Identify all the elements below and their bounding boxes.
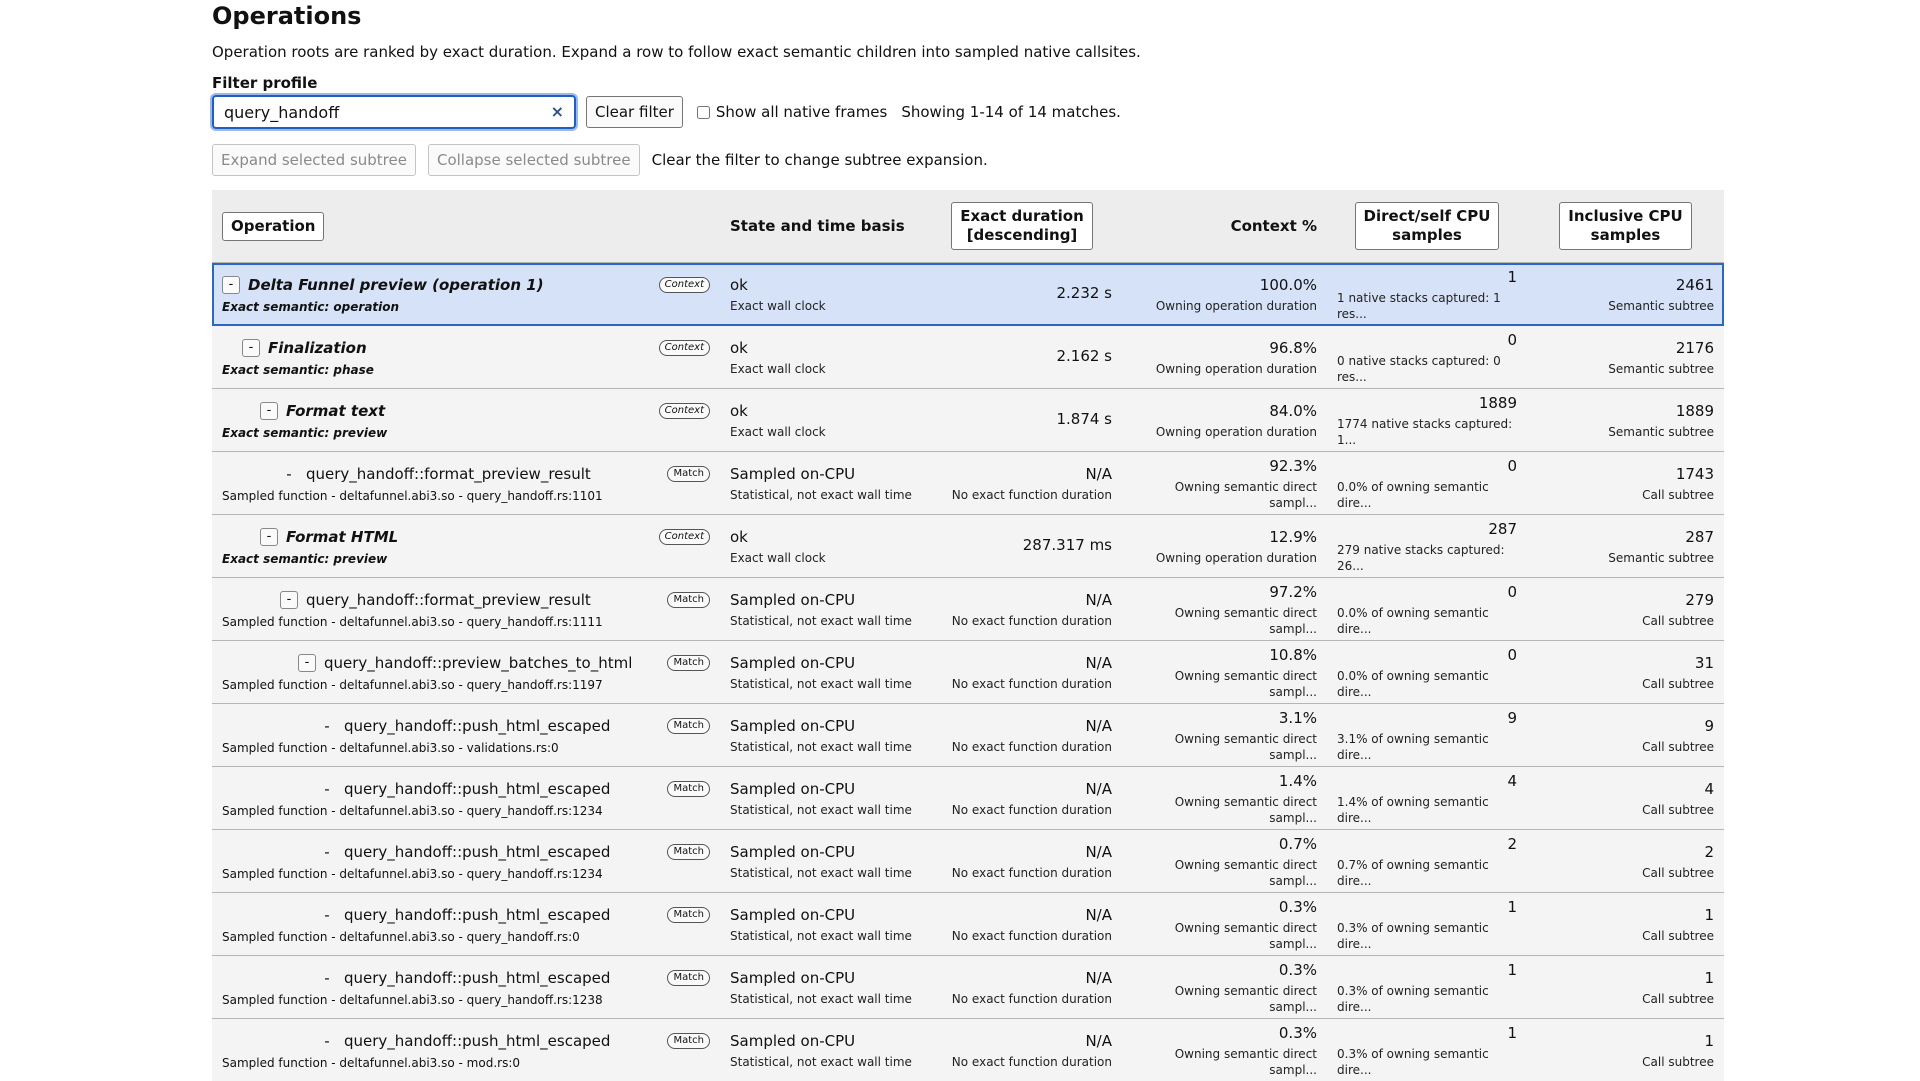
time-basis: Exact wall clock <box>730 550 912 566</box>
header-state: State and time basis <box>720 190 922 263</box>
state-value: ok <box>730 401 912 421</box>
inclusive-cell <box>1527 704 1724 767</box>
context-cell <box>1122 1019 1327 1081</box>
duration-note: No exact function duration <box>932 487 1112 503</box>
direct-note: 0 native stacks captured: 0 res... <box>1337 353 1517 385</box>
direct-cell <box>1327 704 1527 767</box>
inclusive-value: 1889 <box>1537 401 1714 421</box>
state-cell <box>720 893 922 956</box>
context-cell <box>1122 389 1327 452</box>
table-row[interactable] <box>212 1019 1724 1081</box>
time-basis: Statistical, not exact wall time <box>730 487 912 503</box>
state-value: Sampled on-CPU <box>730 779 912 799</box>
duration-note: No exact function duration <box>932 865 1112 881</box>
leaf-marker: - <box>318 780 336 798</box>
duration-value: N/A <box>932 1031 1112 1051</box>
inclusive-value: 31 <box>1537 653 1714 673</box>
time-basis: Statistical, not exact wall time <box>730 802 912 818</box>
operation-cell <box>212 830 720 893</box>
table-row[interactable] <box>212 578 1724 641</box>
context-value: 0.3% <box>1132 960 1317 980</box>
duration-value: N/A <box>932 653 1112 673</box>
state-cell <box>720 389 922 452</box>
state-value: Sampled on-CPU <box>730 590 912 610</box>
context-note: Owning operation duration <box>1132 550 1317 566</box>
context-value: 96.8% <box>1132 338 1317 358</box>
duration-value: N/A <box>932 905 1112 925</box>
inclusive-cell <box>1527 641 1724 704</box>
duration-note: No exact function duration <box>932 991 1112 1007</box>
inclusive-note: Call subtree <box>1537 739 1714 755</box>
operation-cell <box>212 515 720 578</box>
inclusive-note: Semantic subtree <box>1537 424 1714 440</box>
direct-note: 3.1% of owning semantic dire... <box>1337 731 1517 763</box>
state-cell <box>720 767 922 830</box>
duration-note: No exact function duration <box>932 928 1112 944</box>
filter-label: Filter profile <box>212 73 1724 93</box>
operation-name: Format text <box>286 402 659 420</box>
duration-cell <box>922 830 1122 893</box>
clear-filter-button[interactable]: Clear filter <box>586 96 683 128</box>
inclusive-cell <box>1527 326 1724 389</box>
state-value: Sampled on-CPU <box>730 716 912 736</box>
leaf-marker: - <box>318 906 336 924</box>
operation-name: Format HTML <box>286 528 659 546</box>
direct-value: 4 <box>1337 771 1517 791</box>
duration-note: No exact function duration <box>932 676 1112 692</box>
operation-subtitle: Sampled function - deltafunnel.abi3.so - validations.rs:0 <box>222 740 710 756</box>
header-inclusive[interactable]: Inclusive CPU samples <box>1527 190 1724 263</box>
state-value: ok <box>730 338 912 358</box>
state-value: Sampled on-CPU <box>730 464 912 484</box>
row-badge: Context <box>659 403 710 419</box>
operation-cell <box>212 263 720 326</box>
inclusive-value: 2176 <box>1537 338 1714 358</box>
duration-cell <box>922 641 1122 704</box>
time-basis: Statistical, not exact wall time <box>730 991 912 1007</box>
match-status: Showing 1-14 of 14 matches. <box>901 103 1121 121</box>
direct-cell <box>1327 326 1527 389</box>
inclusive-value: 2461 <box>1537 275 1714 295</box>
state-cell <box>720 326 922 389</box>
filter-input[interactable] <box>222 102 546 123</box>
header-direct[interactable]: Direct/self CPU samples <box>1327 190 1527 263</box>
row-badge: Match <box>667 844 710 860</box>
context-value: 97.2% <box>1132 582 1317 602</box>
header-context: Context % <box>1122 190 1327 263</box>
direct-value: 0 <box>1337 330 1517 350</box>
operation-name: query_handoff::push_html_escaped <box>344 843 667 861</box>
context-value: 1.4% <box>1132 771 1317 791</box>
operation-subtitle: Sampled function - deltafunnel.abi3.so - query_handoff.rs:0 <box>222 929 710 945</box>
page-title: Operations <box>212 0 1724 30</box>
direct-cell <box>1327 1019 1527 1081</box>
show-native-frames-checkbox[interactable] <box>697 106 710 119</box>
state-value: Sampled on-CPU <box>730 1031 912 1051</box>
inclusive-note: Call subtree <box>1537 865 1714 881</box>
duration-cell <box>922 704 1122 767</box>
operation-name: query_handoff::push_html_escaped <box>344 906 667 924</box>
table-row[interactable] <box>212 767 1724 830</box>
state-cell <box>720 263 922 326</box>
state-value: ok <box>730 527 912 547</box>
clear-input-icon[interactable]: × <box>551 102 564 121</box>
row-badge: Match <box>667 655 710 671</box>
context-note: Owning semantic direct sampl... <box>1132 983 1317 1015</box>
state-cell <box>720 452 922 515</box>
direct-note: 0.7% of owning semantic dire... <box>1337 857 1517 889</box>
table-row[interactable] <box>212 830 1724 893</box>
context-note: Owning semantic direct sampl... <box>1132 668 1317 700</box>
inclusive-note: Call subtree <box>1537 487 1714 503</box>
table-row[interactable] <box>212 326 1724 389</box>
duration-cell <box>922 578 1122 641</box>
duration-cell <box>922 893 1122 956</box>
direct-note: 1.4% of owning semantic dire... <box>1337 794 1517 826</box>
inclusive-value: 2 <box>1537 842 1714 862</box>
inclusive-value: 1743 <box>1537 464 1714 484</box>
context-note: Owning semantic direct sampl... <box>1132 920 1317 952</box>
inclusive-cell <box>1527 263 1724 326</box>
expand-toggle-button[interactable]: - <box>260 528 278 546</box>
state-cell <box>720 956 922 1019</box>
duration-value: 1.874 s <box>932 409 1112 429</box>
context-cell <box>1122 515 1327 578</box>
row-badge: Match <box>667 718 710 734</box>
context-note: Owning operation duration <box>1132 361 1317 377</box>
duration-note: No exact function duration <box>932 613 1112 629</box>
operation-subtitle: Exact semantic: phase <box>222 362 710 378</box>
duration-cell <box>922 956 1122 1019</box>
operation-subtitle: Sampled function - deltafunnel.abi3.so - query_handoff.rs:1234 <box>222 866 710 882</box>
direct-cell <box>1327 578 1527 641</box>
time-basis: Statistical, not exact wall time <box>730 865 912 881</box>
direct-value: 1 <box>1337 1023 1517 1043</box>
state-cell <box>720 641 922 704</box>
header-duration[interactable]: Exact duration [descending] <box>922 190 1122 263</box>
operation-cell <box>212 641 720 704</box>
context-note: Owning semantic direct sampl... <box>1132 731 1317 763</box>
page-description: Operation roots are ranked by exact duration. Expand a row to follow exact semantic children into sampled native callsites. <box>212 42 1724 62</box>
table-row[interactable] <box>212 515 1724 578</box>
context-note: Owning operation duration <box>1132 298 1317 314</box>
inclusive-note: Semantic subtree <box>1537 361 1714 377</box>
context-note: Owning operation duration <box>1132 424 1317 440</box>
direct-value: 2 <box>1337 834 1517 854</box>
direct-cell <box>1327 641 1527 704</box>
direct-cell <box>1327 263 1527 326</box>
state-cell <box>720 704 922 767</box>
time-basis: Statistical, not exact wall time <box>730 613 912 629</box>
direct-value: 1 <box>1337 267 1517 287</box>
direct-cell <box>1327 515 1527 578</box>
context-note: Owning semantic direct sampl... <box>1132 479 1317 511</box>
duration-cell <box>922 767 1122 830</box>
time-basis: Statistical, not exact wall time <box>730 1054 912 1070</box>
duration-value: 287.317 ms <box>932 535 1112 555</box>
direct-value: 0 <box>1337 645 1517 665</box>
row-badge: Match <box>667 466 710 482</box>
duration-value: 2.162 s <box>932 346 1112 366</box>
inclusive-value: 1 <box>1537 968 1714 988</box>
time-basis: Exact wall clock <box>730 298 912 314</box>
duration-cell <box>922 326 1122 389</box>
duration-value: N/A <box>932 842 1112 862</box>
operation-cell <box>212 893 720 956</box>
table-row[interactable] <box>212 452 1724 515</box>
inclusive-note: Call subtree <box>1537 613 1714 629</box>
context-cell <box>1122 263 1327 326</box>
duration-value: N/A <box>932 464 1112 484</box>
state-cell <box>720 1019 922 1081</box>
context-value: 0.3% <box>1132 897 1317 917</box>
operation-name: query_handoff::push_html_escaped <box>344 969 667 987</box>
operation-cell <box>212 767 720 830</box>
context-value: 84.0% <box>1132 401 1317 421</box>
row-badge: Context <box>659 277 710 293</box>
filter-input-box[interactable] <box>212 95 576 129</box>
table-row[interactable] <box>212 641 1724 704</box>
direct-note: 0.0% of owning semantic dire... <box>1337 668 1517 700</box>
operation-name: query_handoff::format_preview_result <box>306 465 667 483</box>
state-cell <box>720 578 922 641</box>
operation-cell <box>212 389 720 452</box>
table-row[interactable] <box>212 389 1724 452</box>
context-note: Owning semantic direct sampl... <box>1132 857 1317 889</box>
subtree-note: Clear the filter to change subtree expansion. <box>652 151 988 169</box>
duration-cell <box>922 452 1122 515</box>
inclusive-value: 4 <box>1537 779 1714 799</box>
operation-subtitle: Exact semantic: preview <box>222 425 710 441</box>
context-cell <box>1122 578 1327 641</box>
inclusive-value: 9 <box>1537 716 1714 736</box>
row-badge: Context <box>659 340 710 356</box>
context-value: 92.3% <box>1132 456 1317 476</box>
state-value: Sampled on-CPU <box>730 653 912 673</box>
show-native-frames-label[interactable]: Show all native frames <box>716 103 887 121</box>
duration-cell <box>922 389 1122 452</box>
operation-cell <box>212 704 720 767</box>
context-value: 12.9% <box>1132 527 1317 547</box>
operations-panel <box>212 0 1724 1081</box>
expand-toggle-button[interactable]: - <box>298 654 316 672</box>
operation-name: Delta Funnel preview (operation 1) <box>248 276 659 294</box>
inclusive-cell <box>1527 452 1724 515</box>
operation-subtitle: Sampled function - deltafunnel.abi3.so - query_handoff.rs:1197 <box>222 677 710 693</box>
inclusive-note: Semantic subtree <box>1537 550 1714 566</box>
duration-note: No exact function duration <box>932 739 1112 755</box>
expand-toggle-button[interactable]: - <box>280 591 298 609</box>
duration-cell <box>922 1019 1122 1081</box>
operation-name: query_handoff::format_preview_result <box>306 591 667 609</box>
duration-cell <box>922 515 1122 578</box>
context-cell <box>1122 830 1327 893</box>
direct-note: 0.0% of owning semantic dire... <box>1337 605 1517 637</box>
time-basis: Exact wall clock <box>730 424 912 440</box>
inclusive-cell <box>1527 515 1724 578</box>
direct-cell <box>1327 767 1527 830</box>
direct-cell <box>1327 389 1527 452</box>
direct-value: 287 <box>1337 519 1517 539</box>
direct-note: 0.0% of owning semantic dire... <box>1337 479 1517 511</box>
state-value: Sampled on-CPU <box>730 842 912 862</box>
expand-toggle-button[interactable]: - <box>260 402 278 420</box>
operation-cell <box>212 956 720 1019</box>
inclusive-cell <box>1527 389 1724 452</box>
table-row[interactable] <box>212 893 1724 956</box>
time-basis: Statistical, not exact wall time <box>730 676 912 692</box>
operation-subtitle: Exact semantic: preview <box>222 551 710 567</box>
direct-note: 0.3% of owning semantic dire... <box>1337 983 1517 1015</box>
context-cell <box>1122 452 1327 515</box>
filter-row <box>212 94 1724 130</box>
context-cell <box>1122 893 1327 956</box>
inclusive-cell <box>1527 893 1724 956</box>
context-cell <box>1122 326 1327 389</box>
context-value: 3.1% <box>1132 708 1317 728</box>
table-row[interactable] <box>212 956 1724 1019</box>
direct-note: 1 native stacks captured: 1 res... <box>1337 290 1517 322</box>
inclusive-value: 287 <box>1537 527 1714 547</box>
operation-cell <box>212 452 720 515</box>
context-cell <box>1122 704 1327 767</box>
direct-cell <box>1327 893 1527 956</box>
inclusive-cell <box>1527 1019 1724 1081</box>
inclusive-note: Call subtree <box>1537 1054 1714 1070</box>
direct-note: 0.3% of owning semantic dire... <box>1337 920 1517 952</box>
inclusive-value: 279 <box>1537 590 1714 610</box>
header-operation[interactable]: Operation <box>212 190 720 263</box>
duration-value: N/A <box>932 779 1112 799</box>
operation-name: query_handoff::push_html_escaped <box>344 717 667 735</box>
expand-toggle-button[interactable]: - <box>242 339 260 357</box>
inclusive-note: Semantic subtree <box>1537 298 1714 314</box>
inclusive-cell <box>1527 578 1724 641</box>
duration-value: N/A <box>932 968 1112 988</box>
operation-cell <box>212 1019 720 1081</box>
duration-value: N/A <box>932 590 1112 610</box>
expand-toggle-button[interactable]: - <box>222 276 240 294</box>
operation-name: query_handoff::preview_batches_to_html <box>324 654 667 672</box>
leaf-marker: - <box>280 465 298 483</box>
context-value: 10.8% <box>1132 645 1317 665</box>
row-badge: Match <box>667 781 710 797</box>
inclusive-cell <box>1527 956 1724 1019</box>
direct-value: 1 <box>1337 897 1517 917</box>
direct-value: 0 <box>1337 456 1517 476</box>
operation-name: query_handoff::push_html_escaped <box>344 1032 667 1050</box>
table-header-row <box>212 190 1724 263</box>
direct-value: 9 <box>1337 708 1517 728</box>
row-badge: Match <box>667 970 710 986</box>
operation-subtitle: Sampled function - deltafunnel.abi3.so - query_handoff.rs:1234 <box>222 803 710 819</box>
context-value: 0.3% <box>1132 1023 1317 1043</box>
state-cell <box>720 515 922 578</box>
duration-value: N/A <box>932 716 1112 736</box>
operation-subtitle: Sampled function - deltafunnel.abi3.so - mod.rs:0 <box>222 1055 710 1071</box>
duration-note: No exact function duration <box>932 1054 1112 1070</box>
row-badge: Context <box>659 529 710 545</box>
duration-cell <box>922 263 1122 326</box>
context-cell <box>1122 641 1327 704</box>
state-value: Sampled on-CPU <box>730 968 912 988</box>
operation-subtitle: Sampled function - deltafunnel.abi3.so - query_handoff.rs:1101 <box>222 488 710 504</box>
direct-note: 1774 native stacks captured: 1... <box>1337 416 1517 448</box>
subtree-controls <box>212 144 1724 176</box>
state-value: ok <box>730 275 912 295</box>
direct-cell <box>1327 452 1527 515</box>
direct-note: 0.3% of owning semantic dire... <box>1337 1046 1517 1078</box>
row-badge: Match <box>667 907 710 923</box>
row-badge: Match <box>667 592 710 608</box>
direct-cell <box>1327 830 1527 893</box>
table-row[interactable] <box>212 704 1724 767</box>
time-basis: Statistical, not exact wall time <box>730 739 912 755</box>
leaf-marker: - <box>318 717 336 735</box>
inclusive-note: Call subtree <box>1537 802 1714 818</box>
state-value: Sampled on-CPU <box>730 905 912 925</box>
context-cell <box>1122 767 1327 830</box>
time-basis: Statistical, not exact wall time <box>730 928 912 944</box>
leaf-marker: - <box>318 1032 336 1050</box>
operation-subtitle: Sampled function - deltafunnel.abi3.so - query_handoff.rs:1238 <box>222 992 710 1008</box>
operation-subtitle: Sampled function - deltafunnel.abi3.so - query_handoff.rs:1111 <box>222 614 710 630</box>
operation-cell <box>212 578 720 641</box>
context-note: Owning semantic direct sampl... <box>1132 794 1317 826</box>
context-value: 0.7% <box>1132 834 1317 854</box>
operation-name: query_handoff::push_html_escaped <box>344 780 667 798</box>
direct-cell <box>1327 956 1527 1019</box>
context-value: 100.0% <box>1132 275 1317 295</box>
inclusive-note: Call subtree <box>1537 676 1714 692</box>
leaf-marker: - <box>318 843 336 861</box>
row-badge: Match <box>667 1033 710 1049</box>
table-row[interactable] <box>212 263 1724 326</box>
operation-cell <box>212 326 720 389</box>
operations-table <box>212 190 1724 1081</box>
direct-note: 279 native stacks captured: 26... <box>1337 542 1517 574</box>
context-note: Owning semantic direct sampl... <box>1132 1046 1317 1078</box>
direct-value: 1 <box>1337 960 1517 980</box>
inclusive-value: 1 <box>1537 905 1714 925</box>
collapse-subtree-button[interactable]: Collapse selected subtree <box>428 144 640 176</box>
leaf-marker: - <box>318 969 336 987</box>
inclusive-note: Call subtree <box>1537 991 1714 1007</box>
inclusive-note: Call subtree <box>1537 928 1714 944</box>
direct-value: 1889 <box>1337 393 1517 413</box>
operation-name: Finalization <box>268 339 659 357</box>
duration-note: No exact function duration <box>932 802 1112 818</box>
inclusive-cell <box>1527 830 1724 893</box>
direct-value: 0 <box>1337 582 1517 602</box>
inclusive-value: 1 <box>1537 1031 1714 1051</box>
duration-value: 2.232 s <box>932 283 1112 303</box>
operation-subtitle: Exact semantic: operation <box>222 299 710 315</box>
expand-subtree-button[interactable]: Expand selected subtree <box>212 144 416 176</box>
context-cell <box>1122 956 1327 1019</box>
inclusive-cell <box>1527 767 1724 830</box>
state-cell <box>720 830 922 893</box>
time-basis: Exact wall clock <box>730 361 912 377</box>
context-note: Owning semantic direct sampl... <box>1132 605 1317 637</box>
